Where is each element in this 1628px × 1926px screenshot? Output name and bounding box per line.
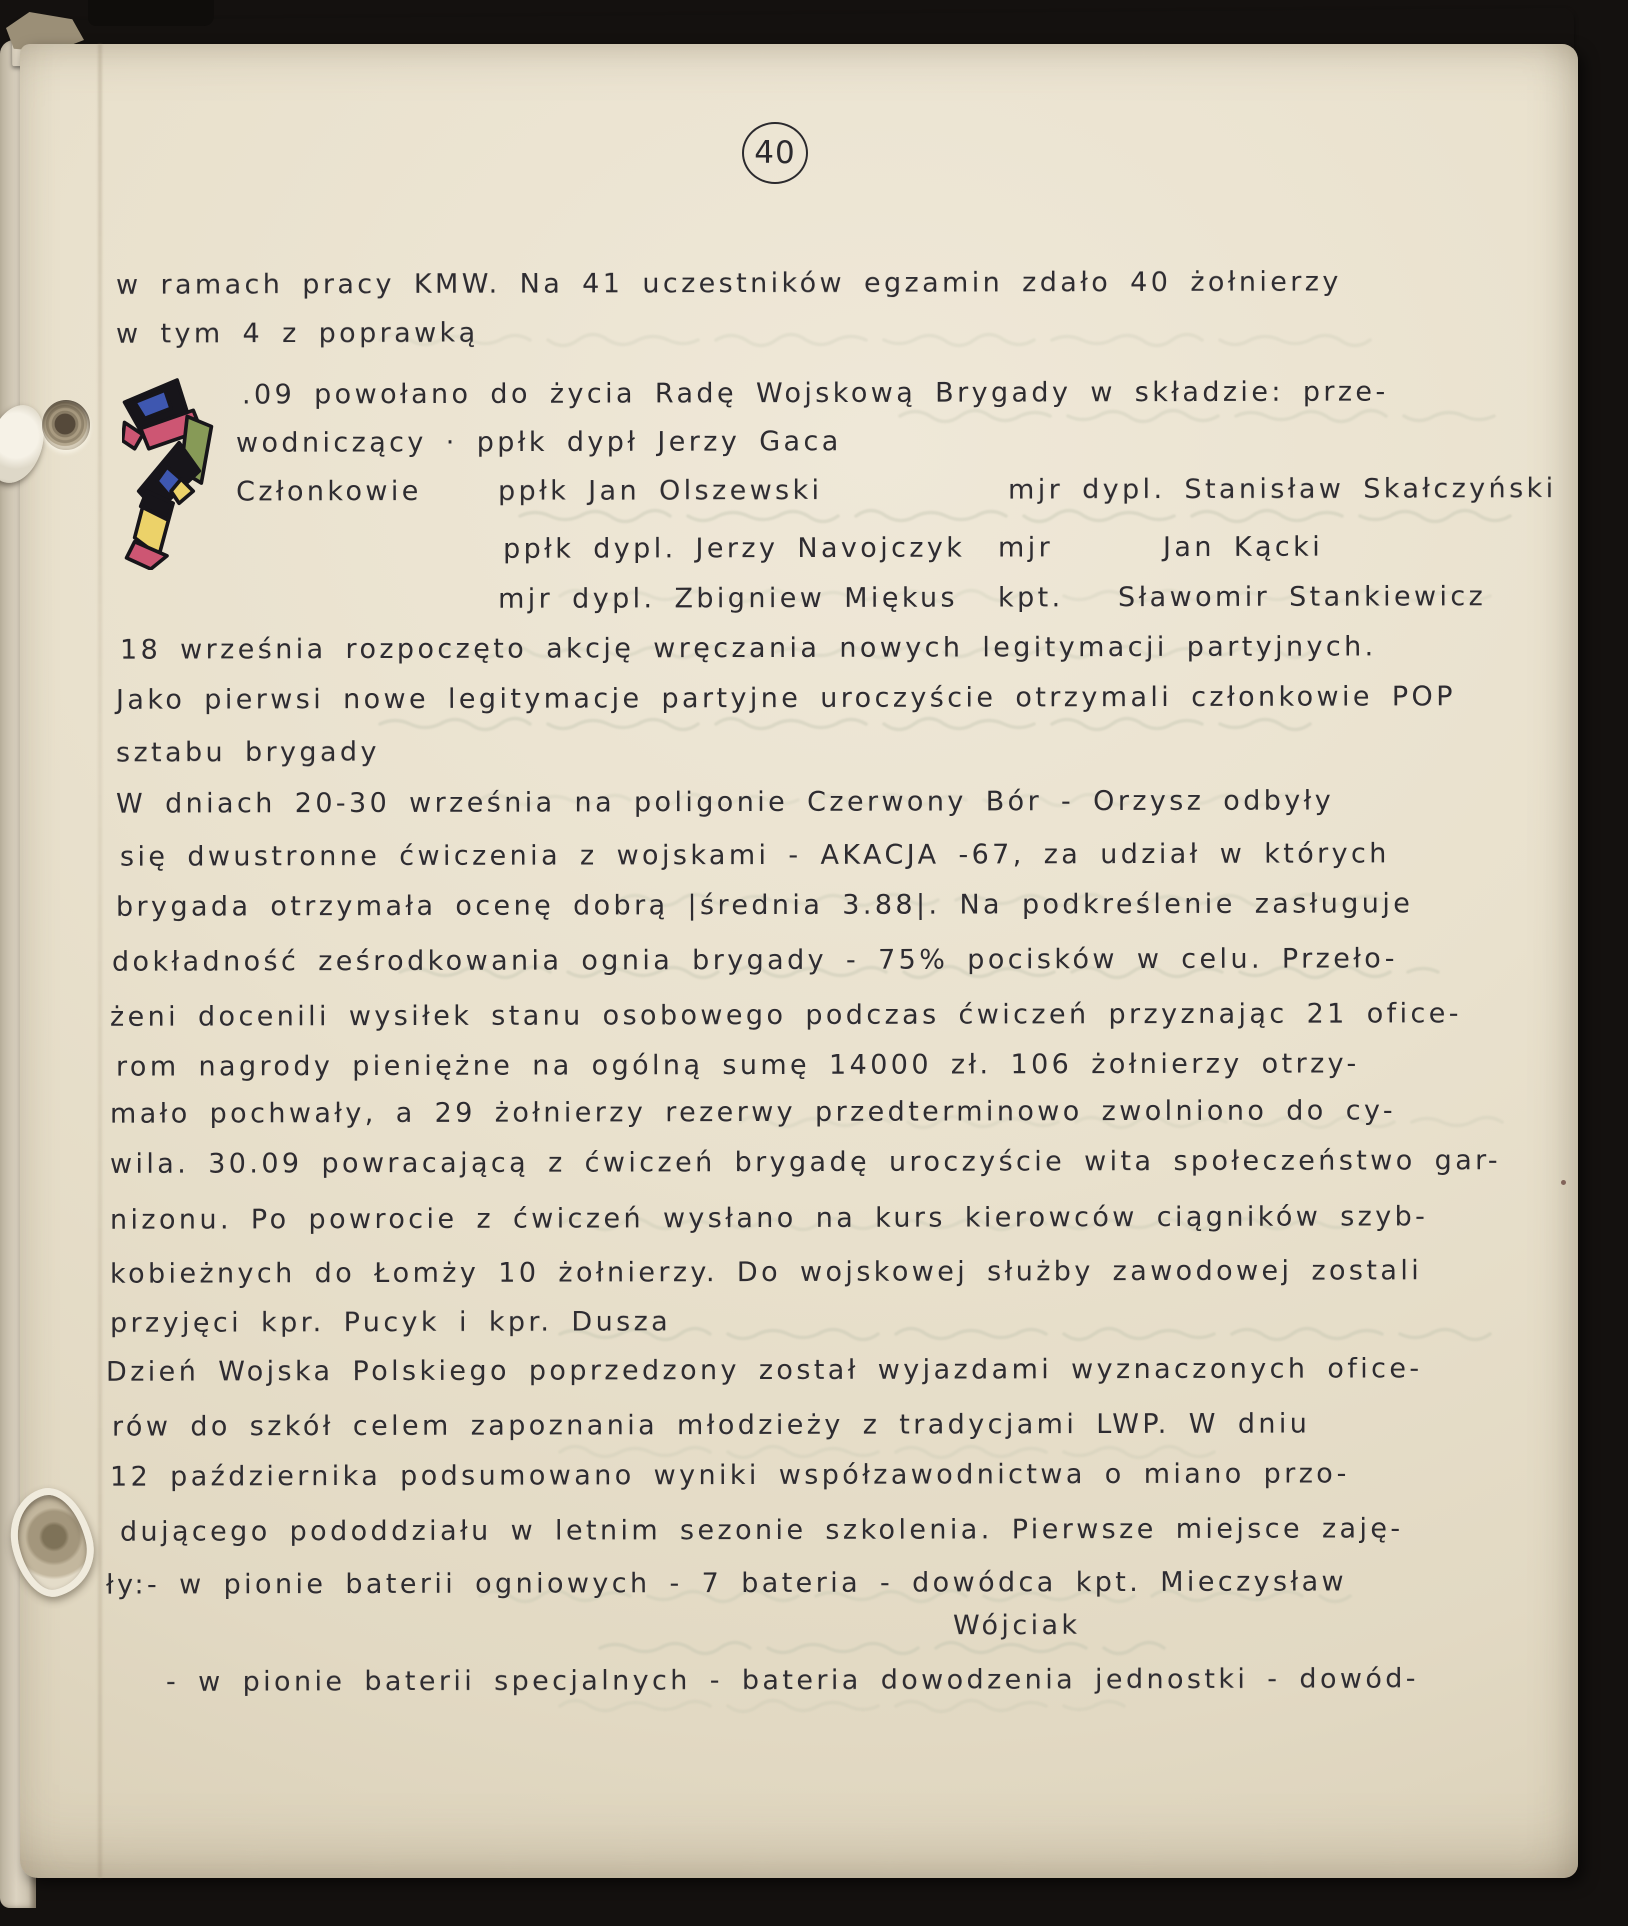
handwritten-line: - w pionie baterii specjalnych - bateria dowodzenia jednostki - dowód- <box>165 1663 1419 1698</box>
handwritten-line: nizonu. Po powrocie z ćwiczeń wysłano na kurs kierowców ciągników szyb- <box>109 1201 1429 1236</box>
handwritten-line: .09 powołano do życia Radę Wojskową Brygady w składzie: prze- <box>241 376 1389 411</box>
member-name: mjr dypl. Stanisław Skałczyński <box>1007 473 1557 506</box>
handwritten-line: się dwustronne ćwiczenia z wojskami - AKACJA -67, za udział w których <box>119 838 1390 873</box>
members-label: Członkowie <box>236 475 422 508</box>
handwritten-line: 18 września rozpoczęto akcję wręczania nowych legitymacji partyjnych. <box>119 631 1377 666</box>
ink-speck <box>1561 1180 1566 1185</box>
handwritten-line: w ramach pracy KMW. Na 41 uczestników egzamin zdało 40 żołnierzy <box>115 266 1342 301</box>
background-notch <box>88 0 214 26</box>
member-name: Jan Kącki <box>1162 531 1324 564</box>
handwritten-line: Jako pierwsi nowe legitymacje partyjne uroczyście otrzymali członkowie POP <box>115 681 1456 716</box>
handwritten-line: 12 października podsumowano wyniki współzawodnictwa o miano przo- <box>109 1458 1350 1493</box>
member-name: ppłk dypl. Jerzy Navojczyk <box>503 532 966 565</box>
handwritten-line: żeni docenili wysiłek stanu osobowego podczas ćwiczeń przyznając 21 ofice- <box>109 998 1462 1033</box>
handwritten-line: przyjęci kpr. Pucyk i kpr. Dusza <box>109 1306 672 1339</box>
handwritten-line: rów do szkół celem zapoznania młodzieży z tradycjami LWP. W dniu <box>111 1408 1311 1443</box>
handwritten-line: kobieżnych do Łomży 10 żołnierzy. Do wojskowej służby zawodowej zostali <box>109 1255 1423 1290</box>
member-name: mjr dypl. Zbigniew Miękus <box>498 582 959 615</box>
member-rank: mjr <box>997 532 1054 564</box>
handwritten-line: sztabu brygady <box>115 736 380 769</box>
handwritten-line: wodniczący · ppłk dypł Jerzy Gaca <box>235 426 842 459</box>
handwritten-line: W dniach 20-30 września na poligonie Czerwony Bór - Orzysz odbyły <box>115 785 1335 820</box>
handwritten-line: Dzień Wojska Polskiego poprzedzony został wyjazdami wyznaczonych ofice- <box>105 1353 1423 1388</box>
member-rank: kpt. <box>997 582 1064 614</box>
handwritten-line: brygada otrzymała ocenę dobrą |średnia 3.88|. Na podkreślenie zasługuje <box>115 888 1414 923</box>
handwritten-line: w tym 4 z poprawką <box>115 317 479 350</box>
member-name: ppłk Jan Olszewski <box>498 474 823 507</box>
illuminated-initial-7-icon <box>122 378 216 570</box>
handwritten-line: mało pochwały, a 29 żołnierzy rezerwy przedterminowo zwolniono do cy- <box>109 1095 1397 1130</box>
member-name: Sławomir Stankiewicz <box>1117 581 1487 614</box>
handwritten-line: rom nagrody pieniężne na ogólną sumę 14000 zł. 106 żołnierzy otrzy- <box>115 1048 1360 1083</box>
manuscript-page <box>20 44 1578 1878</box>
page-number: 40 <box>754 135 796 171</box>
punch-hole-top <box>42 400 90 450</box>
handwritten-line: Wójciak <box>952 1609 1081 1642</box>
handwritten-line: ły:- w pionie baterii ogniowych - 7 bateria - dowódca kpt. Mieczysław <box>105 1566 1348 1601</box>
handwritten-line: dującego pododdziału w letnim sezonie szkolenia. Pierwsze miejsce zaję- <box>119 1513 1404 1548</box>
handwritten-line: dokładność ześrodkowania ognia brygady - 75% pocisków w celu. Przeło- <box>111 943 1398 978</box>
handwritten-line: wila. 30.09 powracającą z ćwiczeń brygadę uroczyście wita społeczeństwo gar- <box>109 1145 1502 1180</box>
